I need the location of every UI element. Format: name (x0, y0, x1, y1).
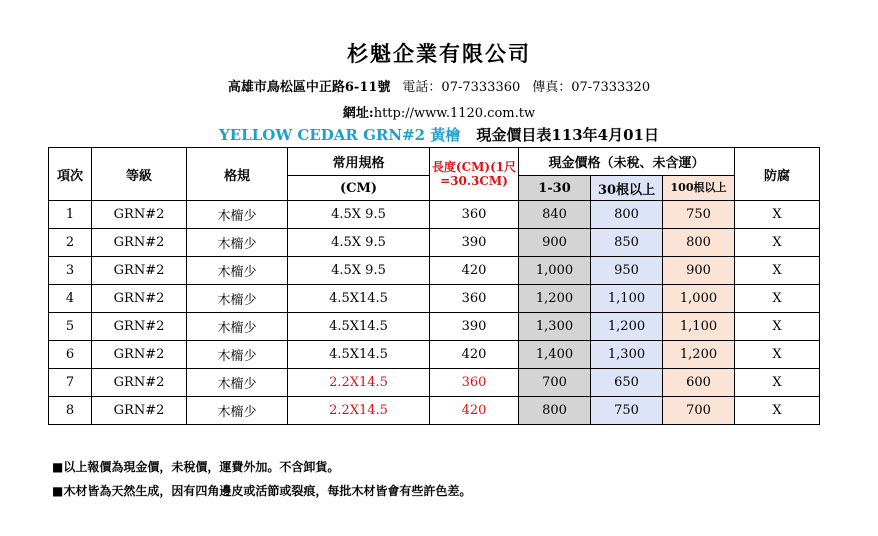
header-price-tier-2: 30根以上 (591, 176, 663, 201)
cell-grade: GRN#2 (92, 285, 187, 313)
contact-line (0, 76, 878, 95)
cell-grade: GRN#2 (92, 201, 187, 229)
header-price-tier-3: 100根以上 (663, 176, 735, 201)
cell-price-tier-1: 1,000 (519, 257, 591, 285)
price-list-title (0, 124, 878, 145)
cell-preserve: X (735, 201, 820, 229)
company-phone: 電話：07-7333360 (402, 80, 521, 95)
cell-preserve: X (735, 341, 820, 369)
price-list-date: 現金價目表113年4月01日 (476, 126, 659, 144)
cell-price-tier-1: 800 (519, 397, 591, 425)
cell-spec: 木橣少 (187, 369, 288, 397)
product-title: YELLOW CEDAR GRN#2 黃檜 (219, 126, 461, 144)
cell-size: 4.5X 9.5 (288, 201, 430, 229)
cell-price-tier-1: 700 (519, 369, 591, 397)
cell-preserve: X (735, 229, 820, 257)
company-address: 高雄市鳥松區中正路6-11號 (227, 80, 391, 95)
cell-no: 8 (49, 397, 92, 425)
cell-price-tier-3: 1,100 (663, 313, 735, 341)
cell-spec: 木橣少 (187, 397, 288, 425)
cell-grade: GRN#2 (92, 341, 187, 369)
cell-preserve: X (735, 257, 820, 285)
website-line (0, 102, 878, 121)
cell-length: 420 (430, 397, 519, 425)
cell-price-tier-3: 800 (663, 229, 735, 257)
cell-grade: GRN#2 (92, 397, 187, 425)
cell-price-tier-3: 700 (663, 397, 735, 425)
cell-grade: GRN#2 (92, 313, 187, 341)
table-row (49, 397, 820, 425)
cell-size: 2.2X14.5 (288, 369, 430, 397)
cell-price-tier-2: 1,200 (591, 313, 663, 341)
cell-price-tier-2: 650 (591, 369, 663, 397)
cell-no: 2 (49, 229, 92, 257)
table-row (49, 229, 820, 257)
cell-price-tier-1: 1,300 (519, 313, 591, 341)
table-row (49, 341, 820, 369)
notes (52, 458, 471, 506)
website-url: http://www.1120.com.tw (373, 106, 536, 121)
cell-price-tier-3: 600 (663, 369, 735, 397)
cell-no: 6 (49, 341, 92, 369)
cell-price-tier-1: 1,200 (519, 285, 591, 313)
header-length: 長度(CM)(1尺=30.3CM) (430, 148, 519, 201)
cell-price-tier-1: 900 (519, 229, 591, 257)
table-row (49, 369, 820, 397)
cell-price-tier-3: 900 (663, 257, 735, 285)
cell-length: 420 (430, 341, 519, 369)
cell-price-tier-2: 1,100 (591, 285, 663, 313)
cell-size: 2.2X14.5 (288, 397, 430, 425)
cell-price-tier-1: 1,400 (519, 341, 591, 369)
cell-preserve: X (735, 313, 820, 341)
table-row (49, 285, 820, 313)
cell-price-tier-3: 1,200 (663, 341, 735, 369)
cell-size: 4.5X 9.5 (288, 229, 430, 257)
cell-price-tier-2: 850 (591, 229, 663, 257)
cell-no: 5 (49, 313, 92, 341)
cell-no: 4 (49, 285, 92, 313)
cell-size: 4.5X14.5 (288, 313, 430, 341)
cell-length: 390 (430, 313, 519, 341)
cell-size: 4.5X14.5 (288, 341, 430, 369)
cell-no: 3 (49, 257, 92, 285)
header-common-size: 常用規格 (288, 148, 430, 176)
cell-spec: 木橣少 (187, 257, 288, 285)
price-table (48, 147, 820, 425)
header-spec: 格規 (187, 148, 288, 201)
cell-spec: 木橣少 (187, 229, 288, 257)
cell-length: 360 (430, 369, 519, 397)
cell-grade: GRN#2 (92, 257, 187, 285)
header-common-size-unit: (CM) (288, 176, 430, 201)
cell-grade: GRN#2 (92, 229, 187, 257)
cell-preserve: X (735, 369, 820, 397)
header-price: 現金價格（未稅、未含運） (519, 148, 735, 176)
cell-price-tier-2: 950 (591, 257, 663, 285)
table-row (49, 201, 820, 229)
cell-spec: 木橣少 (187, 285, 288, 313)
table-row (49, 313, 820, 341)
website-label: 網址: (342, 106, 374, 121)
cell-price-tier-2: 800 (591, 201, 663, 229)
cell-size: 4.5X 9.5 (288, 257, 430, 285)
cell-price-tier-2: 1,300 (591, 341, 663, 369)
header-grade: 等級 (92, 148, 187, 201)
note-item: ■以上報價為現金價，未稅價，運費外加。不含卸貨。 (52, 460, 340, 474)
cell-spec: 木橣少 (187, 201, 288, 229)
cell-preserve: X (735, 285, 820, 313)
header-preserve: 防腐 (735, 148, 820, 201)
cell-length: 360 (430, 285, 519, 313)
cell-no: 7 (49, 369, 92, 397)
note-item: ■木材皆為天然生成，因有四角邊皮或活節或裂痕，每批木材皆會有些許色差。 (52, 484, 472, 498)
cell-price-tier-3: 750 (663, 201, 735, 229)
cell-preserve: X (735, 397, 820, 425)
cell-size: 4.5X14.5 (288, 285, 430, 313)
cell-length: 390 (430, 229, 519, 257)
table-row (49, 257, 820, 285)
cell-price-tier-1: 840 (519, 201, 591, 229)
cell-no: 1 (49, 201, 92, 229)
cell-length: 360 (430, 201, 519, 229)
company-name: 杉魁企業有限公司 (347, 41, 531, 66)
header-price-tier-1: 1-30 (519, 176, 591, 201)
cell-grade: GRN#2 (92, 369, 187, 397)
cell-spec: 木橣少 (187, 341, 288, 369)
cell-price-tier-2: 750 (591, 397, 663, 425)
cell-spec: 木橣少 (187, 313, 288, 341)
company-fax: 傳真：07-7333320 (532, 80, 651, 95)
cell-length: 420 (430, 257, 519, 285)
header-no: 項次 (49, 148, 92, 201)
cell-price-tier-3: 1,000 (663, 285, 735, 313)
